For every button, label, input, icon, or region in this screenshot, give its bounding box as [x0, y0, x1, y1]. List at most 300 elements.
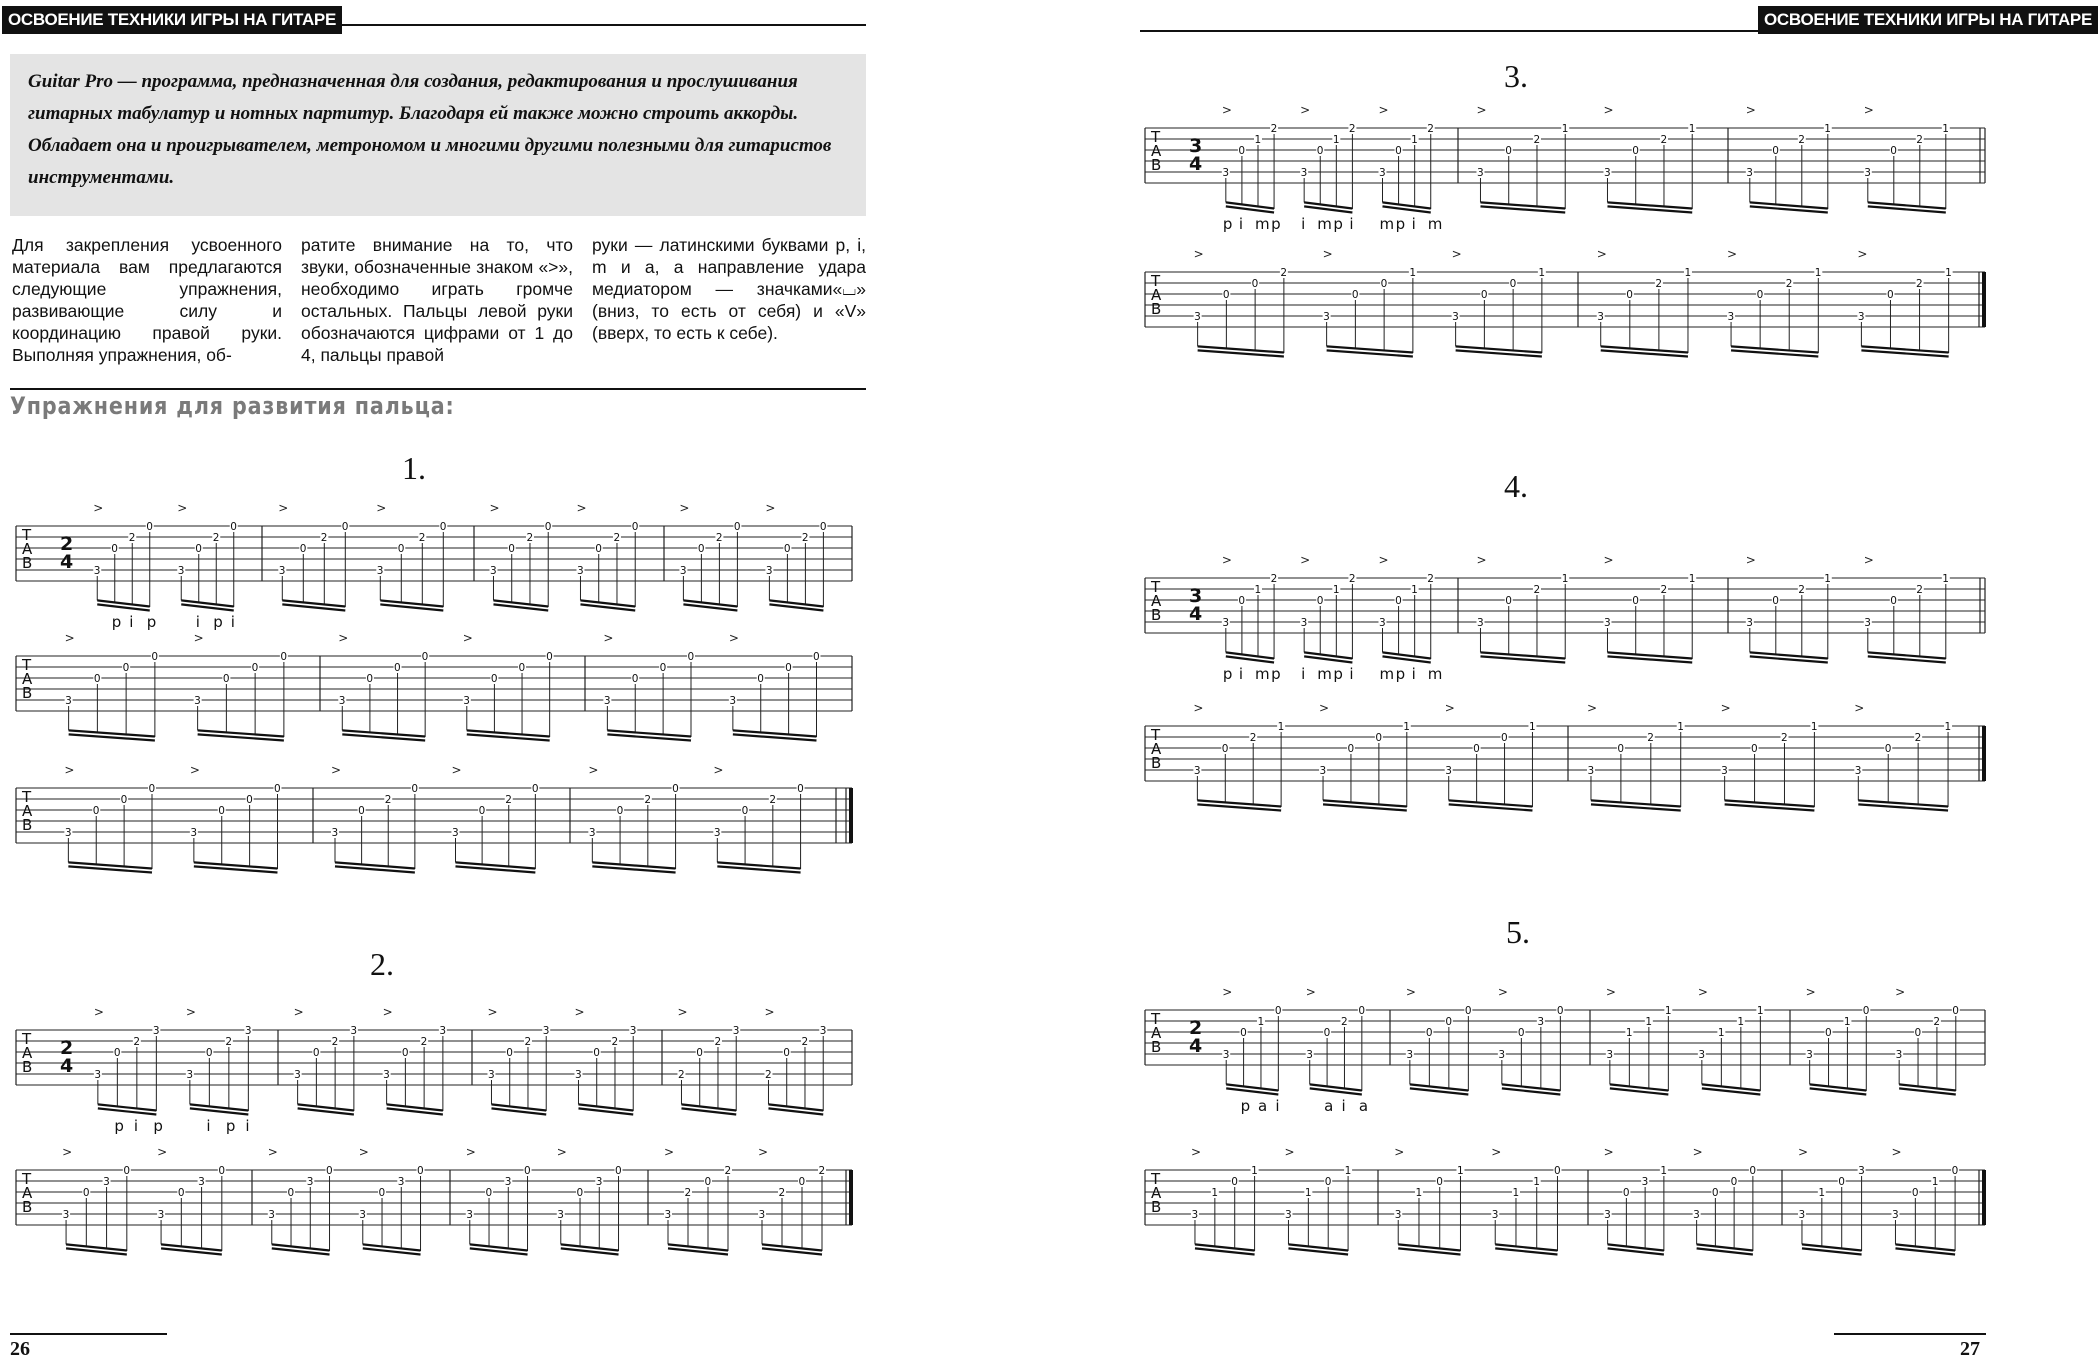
- accent-mark-ex2-r4-m2-g0: >: [465, 1145, 476, 1159]
- fret-number-ex5-r10-m2-g0-n1: 0: [1622, 1187, 1630, 1199]
- exercise-number-4: 4.: [1504, 468, 1528, 504]
- fret-number-ex3-r5-m2-g1-n0: 3: [1864, 167, 1871, 179]
- accent-mark-ex5-r10-m2-g0: >: [1603, 1145, 1614, 1159]
- fret-number-ex5-r9-m0-g1-n1: 0: [1323, 1027, 1331, 1039]
- fret-number-ex1-r1-m2-g0-n1: 0: [631, 673, 639, 685]
- fingering-ex3-g2-n3: m: [1427, 215, 1443, 233]
- fret-number-ex2-r3-m2-g0-n0: 3: [487, 1069, 495, 1081]
- accent-mark-ex4-r7-m0-g1: >: [1300, 553, 1311, 567]
- fret-number-ex5-r9-m1-g0-n0: 3: [1406, 1049, 1414, 1061]
- fret-number-ex3-r6-m1-g1-n0: 3: [1727, 311, 1735, 323]
- fret-number-ex4-r8-m1-g0-n0: 3: [1587, 765, 1595, 777]
- tab-letter-a-ex2-r3: A: [22, 1044, 33, 1062]
- fret-number-ex1-r0-m0-g0-n3: 0: [146, 521, 153, 533]
- accent-mark-ex3-r6-m0-g0: >: [1193, 247, 1204, 261]
- fret-number-ex2-r4-m2-g0-n0: 3: [466, 1209, 473, 1221]
- fret-number-ex2-r4-m0-g1-n0: 3: [157, 1209, 165, 1221]
- fret-number-ex1-r0-m2-g0-n1: 0: [508, 543, 515, 555]
- fret-number-ex4-r8-m0-g0-n1: 0: [1221, 743, 1229, 755]
- fret-number-ex3-r5-m1-g1-n2: 2: [1660, 134, 1668, 146]
- fret-number-ex1-r2-m1-g0-n3: 0: [411, 783, 419, 795]
- accent-mark-ex4-r8-m1-g0: >: [1586, 701, 1598, 715]
- accent-mark-ex2-r3-m3-g0: >: [677, 1005, 688, 1019]
- fret-number-ex3-r6-m1-g1-n1: 0: [1756, 289, 1764, 301]
- fret-number-ex5-r10-m3-g0-n2: 0: [1838, 1176, 1845, 1188]
- fret-number-ex5-r10-m2-g1-n3: 0: [1749, 1165, 1757, 1177]
- fret-number-ex5-r10-m1-g0-n1: 1: [1415, 1187, 1423, 1199]
- fret-number-ex1-r0-m0-g0-n0: 3: [93, 565, 101, 577]
- tab-letter-b-ex5-r10: B: [1151, 1198, 1162, 1216]
- fret-number-ex4-r7-m1-g1-n2: 2: [1660, 584, 1668, 596]
- fret-number-ex1-r2-m0-g1-n0: 3: [190, 827, 198, 839]
- fret-number-ex2-r4-m3-g0-n1: 2: [684, 1187, 692, 1199]
- tab-letter-a-ex1-r0: A: [22, 540, 33, 558]
- fingering-ex3-g2-n2: i: [1411, 215, 1416, 233]
- time-sig-top-ex4: 3: [1189, 585, 1203, 607]
- fret-number-ex5-r10-m2-g0-n3: 1: [1660, 1165, 1668, 1177]
- fret-number-ex1-r0-m1-g0-n0: 3: [278, 565, 286, 577]
- fret-number-ex5-r10-m0-g0-n2: 0: [1231, 1176, 1238, 1188]
- fret-number-ex4-r8-m1-g1-n3: 1: [1810, 721, 1818, 733]
- fret-number-ex2-r3-m1-g1-n3: 3: [439, 1025, 447, 1037]
- accent-mark-ex3-r5-m1-g0: >: [1476, 103, 1487, 117]
- fret-number-ex2-r4-m0-g1-n1: 0: [177, 1187, 185, 1199]
- fret-number-ex5-r9-m3-g0-n2: 1: [1843, 1016, 1851, 1028]
- fret-number-ex1-r1-m1-g1-n0: 3: [463, 695, 470, 707]
- accent-mark-ex3-r5-m1-g1: >: [1603, 103, 1614, 117]
- accent-mark-ex4-r7-m2-g0: >: [1745, 553, 1756, 567]
- accent-mark-ex3-r6-m0-g1: >: [1322, 247, 1333, 261]
- fingering-ex1-g1-n3: i: [230, 613, 235, 631]
- accent-mark-ex5-r10-m1-g0: >: [1394, 1145, 1405, 1159]
- accent-mark-ex2-r3-m2-g0: >: [487, 1005, 498, 1019]
- fret-number-ex1-r0-m1-g1-n0: 3: [376, 565, 384, 577]
- accent-mark-ex2-r4-m2-g1: >: [556, 1145, 567, 1159]
- fingering-ex1-g1-n2: p: [213, 613, 223, 631]
- fret-number-ex3-r5-m0-g2-n0: 3: [1378, 167, 1386, 179]
- fingering-ex3-g2-n1: p: [1395, 215, 1406, 233]
- accent-mark-ex1-r2-m0-g1: >: [189, 763, 200, 777]
- fingering-ex5-g0-n1: p: [1240, 1097, 1251, 1115]
- fingering-ex1-g0-n2: i: [129, 613, 134, 631]
- fret-number-ex1-r1-m2-g0-n2: 0: [659, 662, 667, 674]
- exercise-number-5: 5.: [1506, 914, 1530, 950]
- fret-number-ex5-r10-m1-g1-n1: 1: [1512, 1187, 1520, 1199]
- fret-number-ex1-r2-m2-g0-n2: 2: [644, 794, 652, 806]
- fret-number-ex2-r4-m0-g0-n2: 3: [103, 1176, 110, 1188]
- fret-number-ex1-r2-m0-g1-n1: 0: [218, 805, 225, 817]
- fret-number-ex1-r1-m1-g0-n1: 0: [366, 673, 374, 685]
- fingering-ex4-g2-n1: p: [1395, 665, 1406, 683]
- fret-number-ex5-r10-m0-g1-n0: 3: [1284, 1209, 1292, 1221]
- fret-number-ex4-r8-m1-g0-n3: 1: [1677, 721, 1684, 733]
- fret-number-ex1-r1-m2-g1-n0: 3: [729, 695, 737, 707]
- fret-number-ex1-r1-m0-g0-n3: 0: [151, 651, 159, 663]
- accent-mark-ex5-r9-m0-g0: >: [1222, 985, 1233, 999]
- fingering-ex3-g1-n3: i: [1349, 215, 1354, 233]
- accent-mark-ex1-r0-m3-g0: >: [679, 501, 690, 515]
- fret-number-ex1-r1-m0-g0-n1: 0: [93, 673, 101, 685]
- tab-letter-b-ex5-r9: B: [1151, 1038, 1162, 1056]
- fret-number-ex2-r4-m0-g0-n1: 0: [82, 1187, 90, 1199]
- fret-number-ex4-r8-m0-g1-n0: 3: [1319, 765, 1327, 777]
- fret-number-ex5-r10-m1-g1-n0: 3: [1491, 1209, 1499, 1221]
- time-sig-bottom-ex3: 4: [1189, 153, 1203, 175]
- time-sig-top-ex1: 2: [60, 533, 74, 555]
- accent-mark-ex1-r0-m1-g0: >: [278, 501, 289, 515]
- fret-number-ex3-r5-m0-g0-n0: 3: [1222, 167, 1230, 179]
- fingering-ex4-g0-n1: i: [1238, 665, 1244, 683]
- fret-number-ex1-r0-m3-g1-n2: 2: [801, 532, 809, 544]
- fret-number-ex2-r3-m0-g1-n1: 0: [205, 1047, 213, 1059]
- fret-number-ex1-r1-m0-g1-n1: 0: [222, 673, 230, 685]
- page-number-right: 27: [1960, 1338, 1980, 1360]
- fret-number-ex1-r0-m3-g0-n0: 3: [679, 565, 687, 577]
- fret-number-ex2-r3-m3-g0-n0: 2: [677, 1069, 685, 1081]
- time-sig-top-ex3: 3: [1189, 135, 1203, 157]
- accent-mark-ex2-r3-m3-g1: >: [764, 1005, 775, 1019]
- fret-number-ex1-r0-m0-g0-n2: 2: [128, 532, 136, 544]
- fret-number-ex3-r5-m2-g0-n3: 1: [1824, 123, 1831, 135]
- fret-number-ex1-r1-m1-g0-n0: 3: [338, 695, 346, 707]
- accent-mark-ex5-r9-m1-g1: >: [1497, 985, 1508, 999]
- fret-number-ex4-r8-m1-g0-n1: 0: [1617, 743, 1625, 755]
- accent-mark-ex4-r7-m1-g1: >: [1603, 553, 1614, 567]
- fret-number-ex2-r4-m1-g1-n3: 0: [417, 1165, 424, 1177]
- fret-number-ex3-r5-m0-g2-n1: 0: [1395, 145, 1402, 157]
- fret-number-ex4-r7-m1-g1-n0: 3: [1603, 617, 1611, 629]
- fret-number-ex5-r10-m1-g0-n2: 0: [1436, 1176, 1443, 1188]
- fret-number-ex4-r8-m1-g2-n2: 2: [1914, 732, 1922, 744]
- fret-number-ex1-r0-m3-g1-n1: 0: [783, 543, 791, 555]
- accent-mark-ex2-r4-m1-g0: >: [267, 1145, 278, 1159]
- tab-letter-a-ex1-r1: A: [22, 670, 33, 688]
- fret-number-ex4-r7-m2-g1-n2: 2: [1916, 584, 1923, 596]
- fret-number-ex2-r3-m2-g1-n0: 3: [574, 1069, 582, 1081]
- fret-number-ex1-r0-m3-g0-n1: 0: [697, 543, 705, 555]
- fret-number-ex4-r8-m1-g2-n1: 0: [1884, 743, 1892, 755]
- fret-number-ex5-r9-m3-g0-n1: 0: [1825, 1027, 1832, 1039]
- accent-mark-ex5-r9-m1-g0: >: [1405, 985, 1416, 999]
- tab-letter-a-ex3-r6: A: [1151, 286, 1162, 304]
- tab-letter-a-ex4-r8: A: [1151, 740, 1162, 758]
- accent-mark-ex1-r0-m1-g1: >: [376, 501, 387, 515]
- accent-mark-ex3-r6-m1-g2: >: [1857, 247, 1868, 261]
- accent-mark-ex3-r6-m1-g1: >: [1727, 247, 1738, 261]
- fret-number-ex1-r0-m1-g0-n1: 0: [299, 543, 307, 555]
- fret-number-ex1-r2-m2-g1-n3: 0: [797, 783, 804, 795]
- fret-number-ex4-r8-m0-g2-n0: 3: [1445, 765, 1452, 777]
- fret-number-ex3-r5-m2-g0-n0: 3: [1746, 167, 1753, 179]
- fret-number-ex2-r4-m2-g1-n2: 3: [595, 1176, 603, 1188]
- section-title: Упражнения для развития пальца:: [10, 392, 455, 420]
- fret-number-ex3-r6-m0-g0-n0: 3: [1194, 311, 1201, 323]
- fret-number-ex2-r3-m1-g1-n1: 0: [401, 1047, 409, 1059]
- accent-mark-ex5-r9-m0-g1: >: [1305, 985, 1316, 999]
- fret-number-ex3-r6-m0-g0-n3: 2: [1280, 267, 1288, 279]
- accent-mark-ex3-r5-m2-g1: >: [1863, 103, 1874, 117]
- fret-number-ex3-r6-m0-g2-n1: 0: [1480, 289, 1488, 301]
- time-sig-top-ex5: 2: [1189, 1017, 1203, 1039]
- fret-number-ex2-r4-m2-g0-n3: 0: [524, 1165, 531, 1177]
- fret-number-ex5-r9-m2-g1-n0: 3: [1698, 1049, 1706, 1061]
- accent-mark-ex4-r8-m0-g2: >: [1444, 701, 1455, 715]
- body-column-1: Для закрепления усвоенного материала вам предлагаются следующие упражнения, развивающие силу и координацию правой руки. Выполняя упражнения, об-: [12, 235, 282, 365]
- fret-number-ex5-r9-m2-g0-n0: 3: [1606, 1049, 1614, 1061]
- fret-number-ex1-r1-m1-g1-n2: 0: [518, 662, 526, 674]
- fret-number-ex4-r7-m0-g1-n1: 0: [1316, 595, 1324, 607]
- fret-number-ex5-r10-m0-g1-n1: 1: [1304, 1187, 1312, 1199]
- fret-number-ex2-r4-m1-g0-n1: 0: [287, 1187, 295, 1199]
- accent-mark-ex1-r0-m2-g1: >: [576, 501, 587, 515]
- fret-number-ex5-r10-m2-g0-n2: 3: [1641, 1176, 1649, 1188]
- fret-number-ex4-r7-m1-g1-n1: 0: [1632, 595, 1639, 607]
- fingering-ex2-g1-n2: p: [225, 1117, 236, 1135]
- fret-number-ex1-r0-m1-g1-n3: 0: [439, 521, 447, 533]
- fingering-ex4-g1-n0: i: [1301, 665, 1306, 683]
- tab-letter-t-ex1-r0: T: [22, 526, 32, 544]
- fret-number-ex1-r1-m2-g1-n1: 0: [757, 673, 764, 685]
- fret-number-ex1-r2-m1-g0-n0: 3: [331, 827, 339, 839]
- tab-letter-b-ex2-r4: B: [22, 1198, 33, 1216]
- fret-number-ex4-r7-m2-g0-n3: 1: [1824, 573, 1831, 585]
- fret-number-ex3-r5-m0-g2-n3: 2: [1427, 123, 1434, 135]
- fret-number-ex3-r6-m1-g0-n3: 1: [1684, 267, 1692, 279]
- fret-number-ex5-r10-m2-g1-n2: 0: [1730, 1176, 1738, 1188]
- fret-number-ex4-r7-m0-g2-n1: 0: [1395, 595, 1402, 607]
- fret-number-ex1-r1-m0-g0-n0: 3: [65, 695, 72, 707]
- fingering-ex3-g0-n0: p: [1222, 215, 1233, 233]
- fret-number-ex5-r10-m2-g0-n0: 3: [1604, 1209, 1611, 1221]
- fret-number-ex3-r5-m0-g0-n1: 0: [1238, 145, 1246, 157]
- accent-mark-ex5-r10-m0-g0: >: [1190, 1145, 1202, 1159]
- accent-mark-ex3-r5-m0-g0: >: [1221, 103, 1232, 117]
- tab-letter-t-ex4-r8: T: [1151, 726, 1161, 744]
- fret-number-ex2-r3-m2-g1-n1: 0: [593, 1047, 600, 1059]
- fret-number-ex2-r3-m2-g0-n3: 3: [542, 1025, 550, 1037]
- tab-letter-b-ex1-r2: B: [22, 816, 33, 834]
- tab-letter-t-ex1-r1: T: [22, 656, 32, 674]
- tab-letter-a-ex5-r10: A: [1151, 1184, 1162, 1202]
- fret-number-ex1-r1-m1-g0-n2: 0: [394, 662, 401, 674]
- fret-number-ex1-r0-m1-g1-n2: 2: [418, 532, 426, 544]
- fingering-ex3-g1-n1: m: [1317, 215, 1332, 233]
- fret-number-ex2-r3-m0-g0-n3: 3: [152, 1025, 160, 1037]
- fret-number-ex5-r10-m2-g1-n1: 0: [1711, 1187, 1719, 1199]
- fret-number-ex5-r9-m1-g1-n1: 0: [1517, 1027, 1525, 1039]
- accent-mark-ex1-r1-m2-g1: >: [728, 631, 739, 645]
- fingering-ex3-g1-n0: i: [1301, 215, 1306, 233]
- fingering-ex5-g0-n2: a: [1257, 1097, 1268, 1115]
- fingering-ex3-g1-n2: p: [1333, 215, 1343, 233]
- fret-number-ex2-r3-m0-g0-n1: 0: [113, 1047, 121, 1059]
- fret-number-ex5-r9-m1-g0-n3: 0: [1464, 1005, 1472, 1017]
- fret-number-ex4-r8-m0-g2-n1: 0: [1473, 743, 1480, 755]
- fret-number-ex1-r1-m1-g1-n3: 0: [546, 651, 553, 663]
- fret-number-ex2-r4-m3-g1-n1: 2: [778, 1187, 786, 1199]
- fret-number-ex1-r0-m3-g0-n2: 2: [715, 532, 723, 544]
- fingering-ex3-g0-n3: p: [1271, 215, 1281, 233]
- fret-number-ex2-r3-m2-g0-n1: 0: [506, 1047, 513, 1059]
- fret-number-ex5-r10-m3-g1-n2: 1: [1931, 1176, 1939, 1188]
- fret-number-ex5-r9-m0-g1-n0: 3: [1306, 1049, 1313, 1061]
- fret-number-ex2-r3-m1-g0-n3: 3: [350, 1025, 358, 1037]
- accent-mark-ex3-r6-m0-g2: >: [1451, 247, 1462, 261]
- fret-number-ex1-r2-m0-g0-n2: 0: [120, 794, 128, 806]
- fret-number-ex3-r5-m1-g0-n3: 1: [1561, 123, 1569, 135]
- accent-mark-ex2-r4-m0-g1: >: [157, 1145, 168, 1159]
- running-header-left: ОСВОЕНИЕ ТЕХНИКИ ИГРЫ НА ГИТАРЕ: [2, 6, 342, 34]
- fret-number-ex1-r2-m1-g0-n1: 0: [358, 805, 365, 817]
- fret-number-ex1-r2-m1-g1-n0: 3: [451, 827, 459, 839]
- fret-number-ex1-r2-m1-g0-n2: 2: [384, 794, 392, 806]
- tab-letter-t-ex4-r7: T: [1151, 578, 1161, 596]
- fret-number-ex2-r4-m1-g0-n2: 3: [306, 1176, 314, 1188]
- accent-mark-ex2-r3-m1-g1: >: [382, 1005, 393, 1019]
- fret-number-ex4-r7-m1-g0-n3: 1: [1561, 573, 1569, 585]
- fret-number-ex1-r1-m2-g0-n0: 3: [603, 695, 611, 707]
- fret-number-ex2-r4-m0-g0-n0: 3: [62, 1209, 70, 1221]
- fret-number-ex5-r9-m3-g0-n0: 3: [1806, 1049, 1813, 1061]
- accent-mark-ex3-r5-m0-g1: >: [1300, 103, 1311, 117]
- fret-number-ex5-r9-m1-g1-n3: 0: [1556, 1005, 1564, 1017]
- fret-number-ex1-r0-m1-g0-n3: 0: [341, 521, 349, 533]
- fret-number-ex1-r2-m0-g1-n2: 0: [246, 794, 253, 806]
- fret-number-ex2-r4-m2-g0-n2: 3: [504, 1176, 512, 1188]
- fret-number-ex3-r6-m1-g2-n0: 3: [1857, 311, 1865, 323]
- accent-mark-ex2-r3-m0-g0: >: [93, 1005, 104, 1019]
- fret-number-ex4-r7-m0-g0-n2: 1: [1254, 584, 1262, 596]
- fret-number-ex2-r4-m0-g0-n3: 0: [123, 1165, 131, 1177]
- fret-number-ex1-r0-m0-g1-n3: 0: [230, 521, 237, 533]
- fret-number-ex1-r0-m2-g1-n0: 3: [576, 565, 584, 577]
- tab-letter-t-ex5-r10: T: [1151, 1170, 1161, 1188]
- fingering-ex3-g0-n1: i: [1238, 215, 1244, 233]
- fret-number-ex2-r3-m2-g0-n2: 2: [524, 1036, 532, 1048]
- fret-number-ex1-r2-m1-g1-n2: 2: [505, 794, 512, 806]
- fret-number-ex4-r8-m1-g0-n2: 2: [1647, 732, 1654, 744]
- fret-number-ex1-r1-m0-g1-n2: 0: [251, 662, 259, 674]
- accent-mark-ex2-r4-m3-g0: >: [664, 1145, 675, 1159]
- fret-number-ex3-r5-m1-g0-n0: 3: [1476, 167, 1484, 179]
- accent-mark-ex5-r10-m2-g1: >: [1692, 1145, 1703, 1159]
- fret-number-ex3-r6-m0-g2-n2: 0: [1509, 278, 1517, 290]
- fret-number-ex4-r8-m0-g1-n1: 0: [1347, 743, 1355, 755]
- fret-number-ex1-r0-m2-g0-n2: 2: [526, 532, 534, 544]
- fret-number-ex3-r6-m1-g0-n2: 2: [1655, 278, 1663, 290]
- accent-mark-ex4-r7-m2-g1: >: [1863, 553, 1874, 567]
- fret-number-ex1-r0-m0-g1-n2: 2: [212, 532, 220, 544]
- fret-number-ex4-r7-m0-g0-n1: 0: [1238, 595, 1246, 607]
- fret-number-ex2-r3-m3-g0-n1: 0: [696, 1047, 703, 1059]
- fret-number-ex5-r9-m2-g0-n2: 1: [1645, 1016, 1653, 1028]
- tab-letter-a-ex2-r4: A: [22, 1184, 33, 1202]
- fret-number-ex2-r4-m1-g1-n2: 3: [397, 1176, 405, 1188]
- fret-number-ex3-r5-m2-g0-n2: 2: [1798, 134, 1805, 146]
- fingering-ex4-g2-n2: i: [1411, 665, 1416, 683]
- fret-number-ex1-r2-m0-g0-n1: 0: [92, 805, 100, 817]
- accent-mark-ex5-r9-m3-g0: >: [1805, 985, 1816, 999]
- fret-number-ex5-r9-m3-g0-n3: 0: [1862, 1005, 1870, 1017]
- fingering-ex4-g0-n3: p: [1271, 665, 1281, 683]
- fret-number-ex5-r9-m0-g0-n1: 0: [1240, 1027, 1247, 1039]
- fret-number-ex4-r7-m0-g2-n2: 1: [1411, 584, 1418, 596]
- fret-number-ex4-r7-m0-g0-n3: 2: [1270, 573, 1278, 585]
- fret-number-ex3-r5-m0-g1-n2: 1: [1332, 134, 1340, 146]
- fret-number-ex3-r5-m1-g0-n1: 0: [1505, 145, 1512, 157]
- accent-mark-ex1-r0-m0-g1: >: [177, 501, 188, 515]
- exercise-number-3: 3.: [1504, 58, 1528, 94]
- tab-letter-b-ex4-r7: B: [1151, 606, 1162, 624]
- fingering-ex3-g2-n0: m: [1379, 215, 1395, 233]
- fret-number-ex3-r5-m0-g1-n3: 2: [1348, 123, 1356, 135]
- fret-number-ex1-r0-m0-g1-n0: 3: [177, 565, 185, 577]
- fret-number-ex1-r2-m1-g1-n3: 0: [531, 783, 539, 795]
- accent-mark-ex2-r3-m2-g1: >: [574, 1005, 585, 1019]
- fret-number-ex3-r6-m0-g1-n1: 0: [1351, 289, 1359, 301]
- fret-number-ex5-r9-m1-g1-n2: 3: [1537, 1016, 1545, 1028]
- fret-number-ex1-r1-m2-g1-n3: 0: [812, 651, 820, 663]
- fret-number-ex3-r6-m0-g1-n0: 3: [1323, 311, 1330, 323]
- fret-number-ex3-r6-m0-g2-n0: 3: [1452, 311, 1459, 323]
- fret-number-ex1-r0-m2-g1-n3: 0: [631, 521, 639, 533]
- fingering-ex2-g1-n3: i: [245, 1117, 250, 1135]
- fret-number-ex5-r9-m3-g1-n2: 2: [1933, 1016, 1941, 1028]
- fingering-ex4-g1-n1: m: [1317, 665, 1332, 683]
- accent-mark-ex1-r0-m3-g1: >: [765, 501, 776, 515]
- fret-number-ex3-r6-m1-g0-n0: 3: [1597, 311, 1604, 323]
- fret-number-ex1-r1-m0-g0-n2: 0: [122, 662, 130, 674]
- fret-number-ex4-r7-m2-g1-n3: 1: [1942, 573, 1949, 585]
- fret-number-ex4-r7-m2-g1-n0: 3: [1864, 617, 1871, 629]
- fret-number-ex1-r2-m2-g0-n1: 0: [616, 805, 624, 817]
- fret-number-ex2-r4-m0-g1-n3: 0: [218, 1165, 226, 1177]
- fret-number-ex2-r4-m1-g0-n3: 0: [326, 1165, 333, 1177]
- fret-number-ex5-r9-m2-g1-n1: 1: [1717, 1027, 1725, 1039]
- fret-number-ex2-r4-m3-g1-n2: 0: [798, 1176, 806, 1188]
- fret-number-ex2-r4-m3-g0-n3: 2: [724, 1165, 732, 1177]
- fret-number-ex4-r7-m1-g0-n0: 3: [1476, 617, 1484, 629]
- fret-number-ex2-r4-m3-g0-n0: 3: [664, 1209, 672, 1221]
- fret-number-ex5-r10-m3-g1-n0: 3: [1891, 1209, 1899, 1221]
- fret-number-ex4-r8-m0-g0-n3: 1: [1277, 721, 1285, 733]
- fret-number-ex4-r7-m0-g0-n0: 3: [1222, 617, 1230, 629]
- accent-mark-ex4-r8-m1-g1: >: [1720, 701, 1731, 715]
- accent-mark-ex1-r1-m1-g0: >: [338, 631, 349, 645]
- fret-number-ex5-r10-m3-g1-n1: 0: [1911, 1187, 1919, 1199]
- tab-letter-a-ex1-r2: A: [22, 802, 33, 820]
- fret-number-ex4-r8-m0-g2-n3: 1: [1528, 721, 1536, 733]
- fret-number-ex3-r5-m0-g0-n2: 1: [1254, 134, 1262, 146]
- accent-mark-ex3-r6-m1-g0: >: [1596, 247, 1607, 261]
- fret-number-ex2-r4-m0-g1-n2: 3: [198, 1176, 205, 1188]
- fret-number-ex3-r5-m0-g2-n2: 1: [1411, 134, 1418, 146]
- accent-mark-ex1-r2-m1-g0: >: [330, 763, 342, 777]
- fret-number-ex4-r7-m0-g1-n3: 2: [1348, 573, 1356, 585]
- fret-number-ex3-r6-m1-g2-n3: 1: [1945, 267, 1952, 279]
- fret-number-ex2-r3-m0-g0-n2: 2: [133, 1036, 141, 1048]
- fret-number-ex4-r8-m1-g2-n0: 3: [1854, 765, 1862, 777]
- fret-number-ex4-r7-m1-g1-n3: 1: [1688, 573, 1696, 585]
- fret-number-ex5-r10-m0-g1-n3: 1: [1344, 1165, 1352, 1177]
- time-sig-bottom-ex5: 4: [1189, 1035, 1203, 1057]
- fret-number-ex3-r5-m1-g1-n1: 0: [1632, 145, 1639, 157]
- fret-number-ex5-r9-m0-g0-n0: 3: [1222, 1049, 1230, 1061]
- fret-number-ex2-r3-m3-g1-n0: 2: [764, 1069, 772, 1081]
- fret-number-ex1-r2-m2-g1-n1: 0: [741, 805, 749, 817]
- fingering-ex5-g1-n2: i: [1341, 1097, 1346, 1115]
- fret-number-ex4-r8-m0-g0-n0: 3: [1193, 765, 1201, 777]
